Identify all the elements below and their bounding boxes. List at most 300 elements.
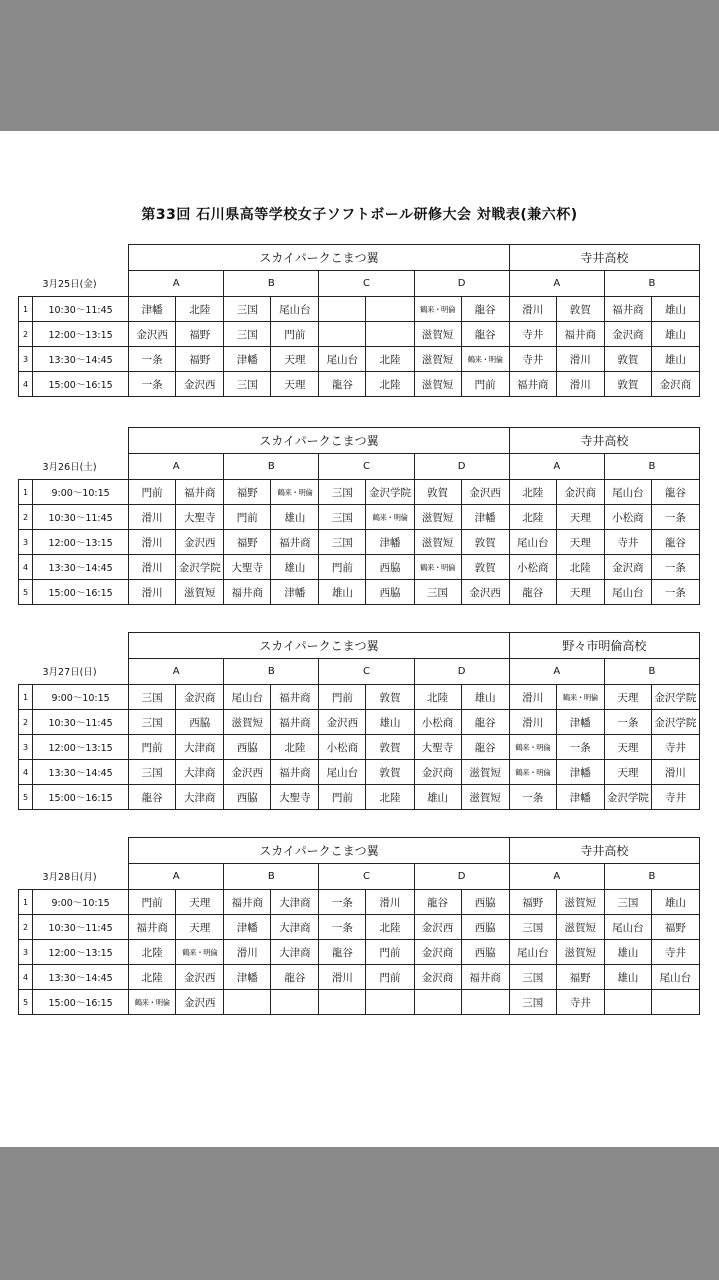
team-cell: 天理 [271, 347, 319, 372]
team-cell: 西脇 [461, 940, 509, 965]
slot-number: 4 [19, 372, 33, 397]
team-cell: 尾山台 [224, 685, 271, 710]
court-label: A [509, 454, 604, 480]
team-cell: 三国 [224, 372, 271, 397]
court-label: D [414, 454, 509, 480]
team-cell: 敦賀 [461, 530, 509, 555]
table-row [19, 505, 700, 530]
team-cell: 金沢商 [414, 965, 461, 990]
team-cell: 龍谷 [414, 890, 461, 915]
venue-header: スカイパークこまつ翼 [129, 428, 510, 454]
team-cell: 一条 [651, 580, 699, 605]
team-cell: 雄山 [366, 710, 414, 735]
team-cell: 滋賀短 [224, 710, 271, 735]
team-cell: 福井商 [224, 890, 271, 915]
team-cell: 一条 [651, 505, 699, 530]
time-slot: 12:00〜13:15 [33, 735, 129, 760]
team-cell: 天理 [176, 890, 224, 915]
team-cell: 龍谷 [461, 710, 509, 735]
court-label: B [224, 864, 319, 890]
venue-header: 寺井高校 [509, 838, 699, 864]
team-cell: 敦賀 [604, 372, 651, 397]
team-cell: 福野 [224, 480, 271, 505]
team-cell: 滋賀短 [414, 530, 461, 555]
team-cell [319, 990, 366, 1015]
court-label: C [319, 864, 414, 890]
team-cell: 鶴来・明倫 [509, 735, 556, 760]
slot-number: 2 [19, 710, 33, 735]
team-cell: 天理 [556, 505, 604, 530]
team-cell: 尾山台 [651, 965, 699, 990]
team-cell [604, 990, 651, 1015]
team-cell: 福井商 [271, 760, 319, 785]
team-cell: 敦賀 [366, 735, 414, 760]
team-cell: 金沢学院 [651, 710, 699, 735]
team-cell: 滑川 [129, 530, 176, 555]
team-cell: 門前 [129, 735, 176, 760]
team-cell: 三国 [319, 530, 366, 555]
time-slot: 9:00〜10:15 [33, 480, 129, 505]
slot-number: 5 [19, 990, 33, 1015]
team-cell: 三国 [319, 480, 366, 505]
team-cell: 西脇 [176, 710, 224, 735]
team-cell: 一条 [556, 735, 604, 760]
team-cell: 雄山 [461, 685, 509, 710]
team-cell: 天理 [176, 915, 224, 940]
team-cell: 雄山 [651, 347, 699, 372]
team-cell: 津幡 [224, 347, 271, 372]
schedule-table [18, 837, 700, 1015]
table-row [19, 530, 700, 555]
court-label: A [129, 864, 224, 890]
team-cell: 大聖寺 [414, 735, 461, 760]
team-cell: 鶴来・明倫 [271, 480, 319, 505]
team-cell: 三国 [129, 710, 176, 735]
slot-number: 3 [19, 347, 33, 372]
team-cell [319, 297, 366, 322]
venue-header: 寺井高校 [509, 245, 699, 271]
team-cell: 金沢商 [414, 940, 461, 965]
team-cell: 金沢西 [176, 530, 224, 555]
team-cell: 金沢西 [461, 480, 509, 505]
team-cell: 滋賀短 [556, 915, 604, 940]
team-cell: 天理 [556, 530, 604, 555]
table-row [19, 890, 700, 915]
table-row [19, 940, 700, 965]
slot-number: 2 [19, 505, 33, 530]
team-cell: 滑川 [651, 760, 699, 785]
court-label: B [604, 271, 699, 297]
team-cell: 金沢商 [414, 760, 461, 785]
team-cell: 大聖寺 [224, 555, 271, 580]
team-cell: 福井商 [509, 372, 556, 397]
team-cell: 北陸 [366, 915, 414, 940]
schedule-block [18, 837, 700, 1015]
team-cell: 福井商 [604, 297, 651, 322]
table-row [19, 915, 700, 940]
corner-blank [19, 633, 129, 659]
slot-number: 5 [19, 580, 33, 605]
team-cell: 三国 [319, 505, 366, 530]
team-cell: 西脇 [366, 555, 414, 580]
table-row [19, 785, 700, 810]
team-cell: 門前 [129, 480, 176, 505]
team-cell: 大津商 [271, 915, 319, 940]
team-cell: 雄山 [651, 890, 699, 915]
team-cell: 敦賀 [556, 297, 604, 322]
slot-number: 3 [19, 940, 33, 965]
team-cell: 金沢学院 [366, 480, 414, 505]
team-cell: 龍谷 [319, 940, 366, 965]
court-label: A [509, 271, 604, 297]
date-label: 3月27日(日) [42, 667, 97, 679]
team-cell: 滋賀短 [414, 372, 461, 397]
team-cell: 大聖寺 [176, 505, 224, 530]
team-cell: 龍谷 [461, 322, 509, 347]
team-cell: 津幡 [366, 530, 414, 555]
team-cell: 鶴来・明倫 [556, 685, 604, 710]
schedule-block [18, 632, 700, 810]
team-cell: 敦賀 [461, 555, 509, 580]
court-label: A [129, 454, 224, 480]
team-cell: 金沢西 [176, 965, 224, 990]
court-label: A [129, 271, 224, 297]
team-cell [271, 990, 319, 1015]
team-cell: 福井商 [271, 685, 319, 710]
team-cell: 龍谷 [319, 372, 366, 397]
team-cell: 西脇 [461, 890, 509, 915]
slot-number: 4 [19, 965, 33, 990]
time-slot: 13:30〜14:45 [33, 965, 129, 990]
team-cell: 三国 [129, 760, 176, 785]
team-cell: 金沢西 [224, 760, 271, 785]
team-cell: 大津商 [271, 940, 319, 965]
team-cell: 滋賀短 [556, 890, 604, 915]
team-cell: 雄山 [319, 580, 366, 605]
team-cell [461, 990, 509, 1015]
time-slot: 9:00〜10:15 [33, 685, 129, 710]
team-cell: 北陸 [366, 785, 414, 810]
team-cell: 北陸 [129, 940, 176, 965]
team-cell: 鶴来・明倫 [176, 940, 224, 965]
time-slot: 10:30〜11:45 [33, 710, 129, 735]
court-label: B [604, 659, 699, 685]
team-cell: 滋賀短 [414, 322, 461, 347]
team-cell: 三国 [509, 915, 556, 940]
team-cell: 敦賀 [366, 760, 414, 785]
slot-number: 1 [19, 297, 33, 322]
team-cell: 一条 [319, 915, 366, 940]
team-cell: 門前 [461, 372, 509, 397]
team-cell: 鶴来・明倫 [414, 297, 461, 322]
team-cell: 龍谷 [509, 580, 556, 605]
team-cell: 滑川 [224, 940, 271, 965]
team-cell: 一条 [319, 890, 366, 915]
team-cell: 門前 [366, 940, 414, 965]
team-cell: 津幡 [556, 760, 604, 785]
team-cell: 雄山 [271, 505, 319, 530]
table-row [19, 372, 700, 397]
team-cell: 鶴来・明倫 [509, 760, 556, 785]
team-cell: 龍谷 [271, 965, 319, 990]
team-cell: 北陸 [509, 505, 556, 530]
team-cell: 北陸 [556, 555, 604, 580]
team-cell: 門前 [271, 322, 319, 347]
page-title: 第33回 石川県高等学校女子ソフトボール研修大会 対戦表(兼六杯) [141, 207, 578, 223]
team-cell: 滋賀短 [414, 347, 461, 372]
team-cell: 鶴来・明倫 [366, 505, 414, 530]
team-cell: 一条 [509, 785, 556, 810]
time-slot: 13:30〜14:45 [33, 555, 129, 580]
team-cell: 北陸 [509, 480, 556, 505]
team-cell: 津幡 [461, 505, 509, 530]
team-cell [366, 990, 414, 1015]
team-cell: 小松商 [604, 505, 651, 530]
team-cell: 滑川 [129, 580, 176, 605]
date-label: 3月28日(月) [42, 872, 97, 884]
table-row [19, 347, 700, 372]
team-cell: 尾山台 [319, 760, 366, 785]
slot-number: 2 [19, 322, 33, 347]
team-cell: 寺井 [651, 735, 699, 760]
slot-number: 1 [19, 480, 33, 505]
team-cell: 寺井 [509, 322, 556, 347]
venue-header: 寺井高校 [509, 428, 699, 454]
team-cell: 一条 [129, 372, 176, 397]
team-cell: 龍谷 [651, 480, 699, 505]
table-row [19, 555, 700, 580]
slot-number: 3 [19, 530, 33, 555]
team-cell: 龍谷 [461, 735, 509, 760]
team-cell: 北陸 [271, 735, 319, 760]
team-cell: 三国 [509, 990, 556, 1015]
team-cell: 鶴来・明倫 [414, 555, 461, 580]
slot-number: 4 [19, 760, 33, 785]
team-cell: 福野 [651, 915, 699, 940]
team-cell: 天理 [604, 760, 651, 785]
team-cell [319, 322, 366, 347]
team-cell: 三国 [129, 685, 176, 710]
table-row [19, 990, 700, 1015]
team-cell: 福井商 [176, 480, 224, 505]
team-cell: 金沢学院 [604, 785, 651, 810]
team-cell: 滋賀短 [414, 505, 461, 530]
team-cell: 大津商 [176, 760, 224, 785]
team-cell: 福井商 [556, 322, 604, 347]
team-cell: 津幡 [224, 965, 271, 990]
team-cell: 津幡 [271, 580, 319, 605]
team-cell: 三国 [604, 890, 651, 915]
team-cell: 大聖寺 [271, 785, 319, 810]
team-cell: 福井商 [461, 965, 509, 990]
time-slot: 15:00〜16:15 [33, 372, 129, 397]
team-cell [366, 322, 414, 347]
team-cell: 寺井 [604, 530, 651, 555]
team-cell: 津幡 [129, 297, 176, 322]
team-cell: 金沢西 [461, 580, 509, 605]
corner-blank [19, 245, 129, 271]
team-cell: 福野 [176, 347, 224, 372]
table-row [19, 735, 700, 760]
team-cell: 福井商 [224, 580, 271, 605]
team-cell: 滋賀短 [461, 760, 509, 785]
team-cell: 雄山 [271, 555, 319, 580]
team-cell: 北陸 [366, 347, 414, 372]
team-cell [414, 990, 461, 1015]
court-label: D [414, 659, 509, 685]
team-cell: 福井商 [129, 915, 176, 940]
team-cell: 敦賀 [366, 685, 414, 710]
team-cell: 龍谷 [129, 785, 176, 810]
schedule-page [0, 131, 719, 1147]
team-cell: 雄山 [604, 965, 651, 990]
time-slot: 12:00〜13:15 [33, 530, 129, 555]
team-cell: 津幡 [224, 915, 271, 940]
team-cell: 滑川 [129, 505, 176, 530]
date-label: 3月25日(金) [42, 279, 97, 291]
court-label: B [604, 864, 699, 890]
team-cell: 尾山台 [509, 530, 556, 555]
team-cell: 一条 [651, 555, 699, 580]
team-cell: 尾山台 [604, 580, 651, 605]
court-label: D [414, 864, 509, 890]
team-cell: 福野 [176, 322, 224, 347]
team-cell [366, 297, 414, 322]
table-row [19, 760, 700, 785]
team-cell: 寺井 [651, 940, 699, 965]
team-cell: 大津商 [176, 785, 224, 810]
court-label: B [604, 454, 699, 480]
team-cell: 西脇 [366, 580, 414, 605]
slot-number: 3 [19, 735, 33, 760]
court-label: B [224, 454, 319, 480]
time-slot: 15:00〜16:15 [33, 580, 129, 605]
team-cell: 福井商 [271, 530, 319, 555]
team-cell: 福野 [224, 530, 271, 555]
court-label: C [319, 271, 414, 297]
slot-number: 5 [19, 785, 33, 810]
table-row [19, 710, 700, 735]
court-label: B [224, 659, 319, 685]
team-cell: 三国 [224, 297, 271, 322]
team-cell: 滑川 [366, 890, 414, 915]
team-cell: 一条 [129, 347, 176, 372]
schedule-block [18, 427, 700, 605]
team-cell: 三国 [414, 580, 461, 605]
team-cell: 天理 [604, 735, 651, 760]
slot-number: 1 [19, 685, 33, 710]
slot-number: 2 [19, 915, 33, 940]
team-cell: 滑川 [319, 965, 366, 990]
team-cell: 龍谷 [651, 530, 699, 555]
team-cell: 雄山 [651, 322, 699, 347]
time-slot: 13:30〜14:45 [33, 347, 129, 372]
team-cell: 門前 [319, 555, 366, 580]
team-cell: 金沢商 [176, 685, 224, 710]
team-cell: 寺井 [509, 347, 556, 372]
court-label: A [509, 864, 604, 890]
team-cell: 門前 [366, 965, 414, 990]
team-cell: 金沢西 [414, 915, 461, 940]
team-cell: 尾山台 [509, 940, 556, 965]
team-cell: 一条 [604, 710, 651, 735]
team-cell: 金沢西 [129, 322, 176, 347]
team-cell: 天理 [604, 685, 651, 710]
slot-number: 4 [19, 555, 33, 580]
time-slot: 13:30〜14:45 [33, 760, 129, 785]
table-row [19, 297, 700, 322]
team-cell: 龍谷 [461, 297, 509, 322]
team-cell: 西脇 [224, 735, 271, 760]
slot-number: 1 [19, 890, 33, 915]
team-cell: 小松商 [414, 710, 461, 735]
schedule-table [18, 632, 700, 810]
team-cell: 金沢学院 [651, 685, 699, 710]
team-cell: 滑川 [556, 372, 604, 397]
team-cell: 金沢商 [604, 322, 651, 347]
time-slot: 10:30〜11:45 [33, 915, 129, 940]
team-cell: 津幡 [556, 710, 604, 735]
team-cell: 福野 [509, 890, 556, 915]
team-cell: 金沢商 [556, 480, 604, 505]
schedule-block [18, 244, 700, 397]
court-label: A [129, 659, 224, 685]
team-cell: 鶴来・明倫 [461, 347, 509, 372]
time-slot: 12:00〜13:15 [33, 940, 129, 965]
team-cell: 金沢商 [604, 555, 651, 580]
team-cell: 尾山台 [319, 347, 366, 372]
team-cell: 天理 [271, 372, 319, 397]
table-row [19, 685, 700, 710]
date-label: 3月26日(土) [42, 462, 97, 474]
team-cell: 門前 [319, 785, 366, 810]
team-cell: 西脇 [224, 785, 271, 810]
court-label: B [224, 271, 319, 297]
time-slot: 15:00〜16:15 [33, 990, 129, 1015]
team-cell [651, 990, 699, 1015]
team-cell: 天理 [556, 580, 604, 605]
venue-header: スカイパークこまつ翼 [129, 245, 510, 271]
team-cell: 門前 [129, 890, 176, 915]
table-row [19, 965, 700, 990]
venue-header: スカイパークこまつ翼 [129, 838, 510, 864]
corner-blank [19, 428, 129, 454]
team-cell: 滑川 [509, 710, 556, 735]
team-cell: 金沢学院 [176, 555, 224, 580]
team-cell: 北陸 [129, 965, 176, 990]
team-cell: 寺井 [556, 990, 604, 1015]
time-slot: 15:00〜16:15 [33, 785, 129, 810]
team-cell [224, 990, 271, 1015]
table-row [19, 580, 700, 605]
team-cell: 滑川 [509, 297, 556, 322]
team-cell: 北陸 [414, 685, 461, 710]
team-cell: 寺井 [651, 785, 699, 810]
team-cell: 大津商 [271, 890, 319, 915]
team-cell: 敦賀 [414, 480, 461, 505]
time-slot: 10:30〜11:45 [33, 297, 129, 322]
team-cell: 小松商 [319, 735, 366, 760]
corner-blank [19, 838, 129, 864]
team-cell: 三国 [509, 965, 556, 990]
court-label: D [414, 271, 509, 297]
team-cell: 鶴来・明倫 [129, 990, 176, 1015]
team-cell: 北陸 [176, 297, 224, 322]
team-cell: 三国 [224, 322, 271, 347]
venue-header: 野々市明倫高校 [509, 633, 699, 659]
court-label: C [319, 454, 414, 480]
court-label: A [509, 659, 604, 685]
